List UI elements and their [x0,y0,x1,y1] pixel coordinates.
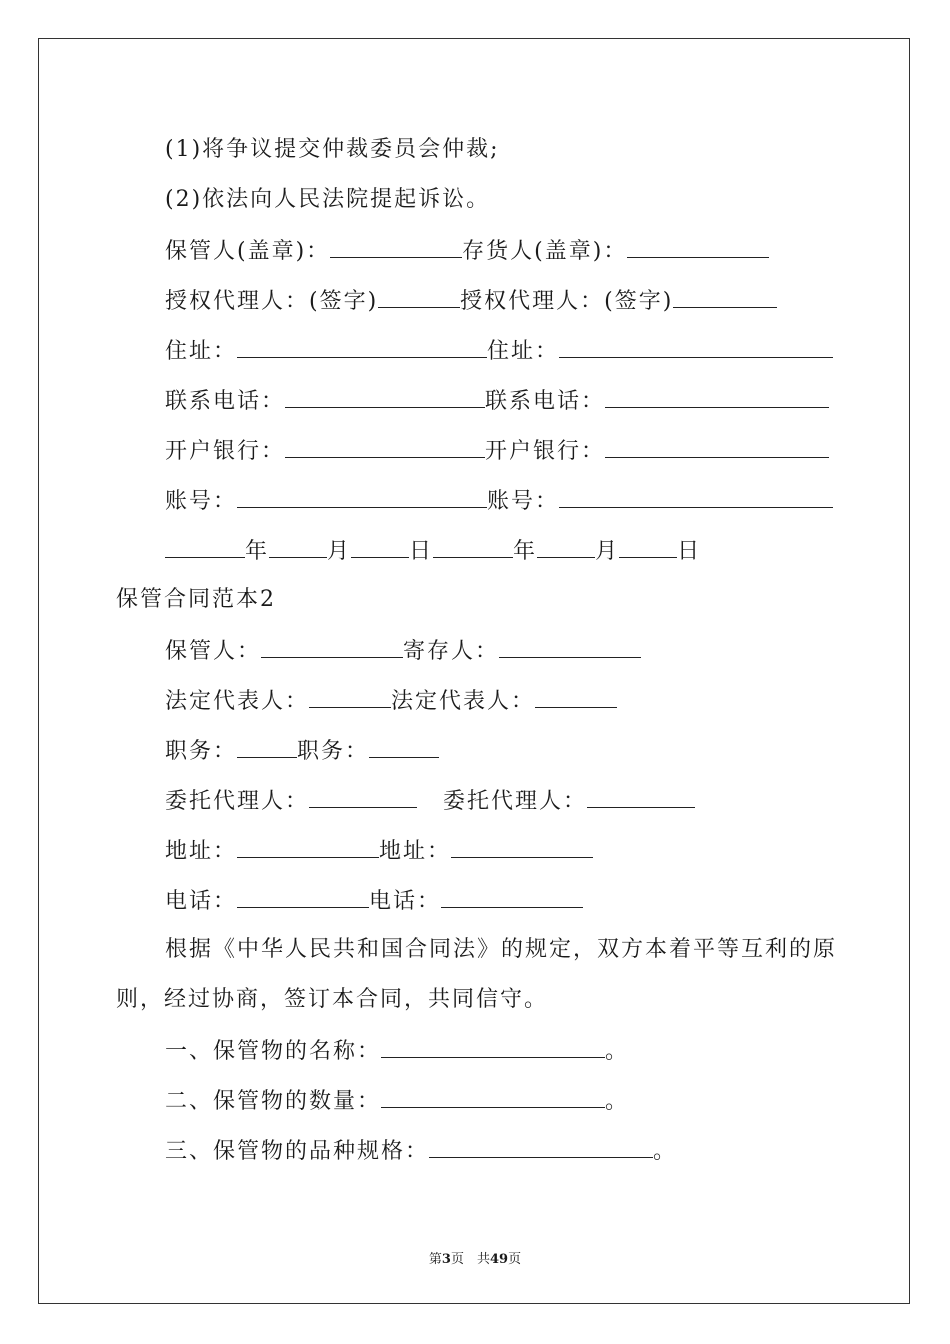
day-field-b[interactable] [619,535,677,558]
clause-arbitration [165,135,500,165]
account-field-b[interactable] [559,485,833,508]
position-field-b[interactable] [369,735,439,758]
entrusted-agent-field-b[interactable] [587,785,695,808]
legal-rep-row [165,685,617,717]
section-heading [116,585,276,615]
heading-text: 保管合同范本2 [116,587,276,612]
custodian-label: 保管人： [165,639,262,664]
text: 则，经过协商，签订本合同，共同信守。 [116,987,549,1012]
address-field-a[interactable] [237,335,487,358]
item-label: 二、保管物的数量： [165,1089,382,1114]
position-label-a: 职务： [165,739,238,764]
agent-field-b[interactable] [673,285,777,308]
entrusted-agent-field-a[interactable] [309,785,417,808]
footer-suffix: 页 [508,1252,522,1267]
depositor-seal-field[interactable] [627,235,769,258]
addr-label-a: 地址： [165,839,238,864]
page-number: 3 [441,1252,451,1267]
signature-seal-row [165,235,769,267]
tel-row [165,885,583,917]
bank-label-b: 开户银行： [485,439,606,464]
item-name [165,1035,629,1067]
entrusted-agent-label-a: 委托代理人： [165,789,310,814]
entrusted-agent-label-b: 委托代理人： [443,789,588,814]
legal-rep-field-b[interactable] [535,685,617,708]
preamble-line-2 [116,985,548,1015]
addr-row [165,835,593,867]
item-label: 一、保管物的名称： [165,1039,382,1064]
agent-label-b: 授权代理人：(签字) [460,289,674,314]
period: 。 [605,1039,630,1064]
day-field-a[interactable] [351,535,409,558]
year-label: 年 [245,539,270,564]
period: 。 [653,1139,678,1164]
addr-field-a[interactable] [237,835,379,858]
account-row [165,485,833,517]
depositor-seal-label: 存货人(盖章)： [462,239,628,264]
tel-field-b[interactable] [441,885,583,908]
address-row [165,335,833,367]
account-label-a: 账号： [165,489,238,514]
day-label: 日 [677,539,702,564]
bank-label-a: 开户银行： [165,439,286,464]
legal-rep-label-a: 法定代表人： [165,689,310,714]
address-label-a: 住址： [165,339,238,364]
month-field-a[interactable] [269,535,327,558]
bank-field-b[interactable] [605,435,829,458]
year-field-a[interactable] [165,535,245,558]
parties-row [165,635,641,667]
tel-label-a: 电话： [165,889,238,914]
year-label: 年 [513,539,538,564]
agent-label-a: 授权代理人：(签字) [165,289,379,314]
position-label-b: 职务： [297,739,370,764]
entrusted-agent-row [165,785,695,817]
address-label-b: 住址： [487,339,560,364]
item-quantity-field[interactable] [381,1085,605,1108]
agent-field-a[interactable] [378,285,460,308]
text: 根据《中华人民共和国合同法》的规定，双方本着平等互利的原 [165,937,838,962]
year-field-b[interactable] [433,535,513,558]
phone-field-a[interactable] [285,385,485,408]
bank-field-a[interactable] [285,435,485,458]
account-label-b: 账号： [487,489,560,514]
authorized-agent-row [165,285,777,317]
tel-field-a[interactable] [237,885,369,908]
depositor-label: 寄存人： [403,639,500,664]
legal-rep-field-a[interactable] [309,685,391,708]
preamble-line-1 [165,935,837,965]
depositor-field[interactable] [499,635,641,658]
date-row [165,535,701,567]
custodian-seal-label: 保管人(盖章)： [165,239,331,264]
item-label: 三、保管物的品种规格： [165,1139,430,1164]
custodian-field[interactable] [261,635,403,658]
footer-mid: 页 共 [450,1252,490,1267]
item-name-field[interactable] [381,1035,605,1058]
item-quantity [165,1085,629,1117]
clause-litigation [165,185,490,215]
tel-label-b: 电话： [369,889,442,914]
address-field-b[interactable] [559,335,833,358]
item-spec-field[interactable] [429,1135,653,1158]
month-label: 月 [327,539,352,564]
day-label: 日 [409,539,434,564]
period: 。 [605,1089,630,1114]
text: (2)依法向人民法院提起诉讼。 [165,187,491,212]
text: (1)将争议提交仲裁委员会仲裁; [165,137,500,162]
month-field-b[interactable] [537,535,595,558]
legal-rep-label-b: 法定代表人： [391,689,536,714]
position-field-a[interactable] [237,735,297,758]
month-label: 月 [595,539,620,564]
addr-label-b: 地址： [379,839,452,864]
addr-field-b[interactable] [451,835,593,858]
custodian-seal-field[interactable] [330,235,462,258]
bank-row [165,435,829,467]
phone-label-a: 联系电话： [165,389,286,414]
page-total: 49 [489,1252,509,1267]
phone-field-b[interactable] [605,385,829,408]
phone-row [165,385,829,417]
phone-label-b: 联系电话： [485,389,606,414]
position-row [165,735,439,767]
page-footer [0,1248,950,1267]
account-field-a[interactable] [237,485,487,508]
footer-prefix: 第 [428,1252,442,1267]
item-specification [165,1135,677,1167]
